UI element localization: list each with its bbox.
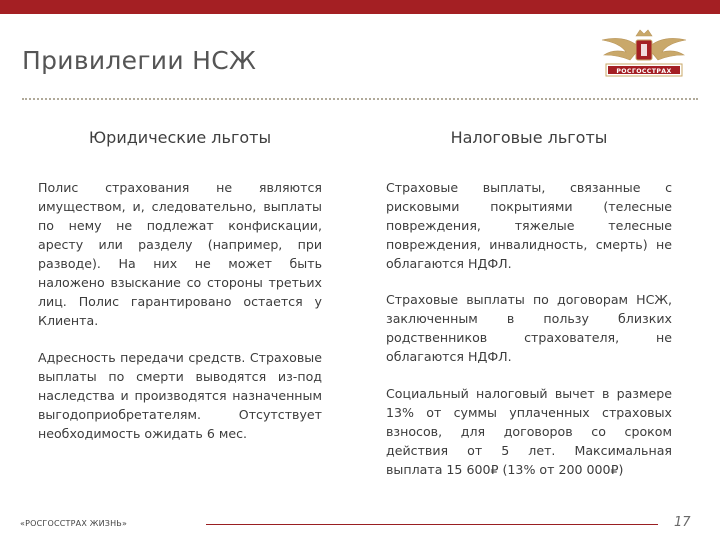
logo-text: РОСГОССТРАХ bbox=[616, 68, 672, 75]
footer-brand: «РОСГОССТРАХ ЖИЗНЬ» bbox=[20, 519, 128, 528]
legal-paragraph-2: Адресность передачи средств. Страховые выплаты по смерти выводятся из-под наследства и производятся назначенным выгодоприобретателям. Отсутствует необходимость ожидать 6 мес. bbox=[38, 350, 322, 441]
footer-divider bbox=[206, 524, 658, 525]
rosgosstrakh-logo-icon bbox=[596, 26, 692, 84]
tax-paragraph-1: Страховые выплаты, связанные с рисковыми покрытиями (телесные повреждения, тяжелые телесные повреждения, инвалидность, смерть) не облагаются НДФЛ. bbox=[386, 180, 672, 271]
page-title: Привилегии НСЖ bbox=[22, 46, 257, 75]
tax-paragraph-3: Социальный налоговый вычет в размере 13% от суммы уплаченных страховых взносов, для договоров со сроком действия от 5 лет. Максимальная выплата 15 600₽ (13% от 200 000₽) bbox=[386, 386, 672, 477]
tax-paragraph-2: Страховые выплаты по договорам НСЖ, заключенным в пользу близких родственников страхователя, не облагаются НДФЛ. bbox=[386, 292, 672, 364]
top-accent-bar bbox=[0, 0, 720, 14]
page-number: 17 bbox=[674, 515, 691, 530]
tax-benefits-heading: Налоговые льготы bbox=[450, 128, 608, 147]
title-divider bbox=[22, 98, 698, 100]
legal-benefits-heading: Юридические льготы bbox=[88, 128, 272, 147]
legal-paragraph-1: Полис страхования не являются имуществом, и, следовательно, выплаты по нему не подлежат конфискации, аресту или разделу (например, при разводе). На них не может быть наложено взыскание со стороны третьих лиц. Полис гарантировано остается у Клиента. bbox=[38, 180, 322, 328]
